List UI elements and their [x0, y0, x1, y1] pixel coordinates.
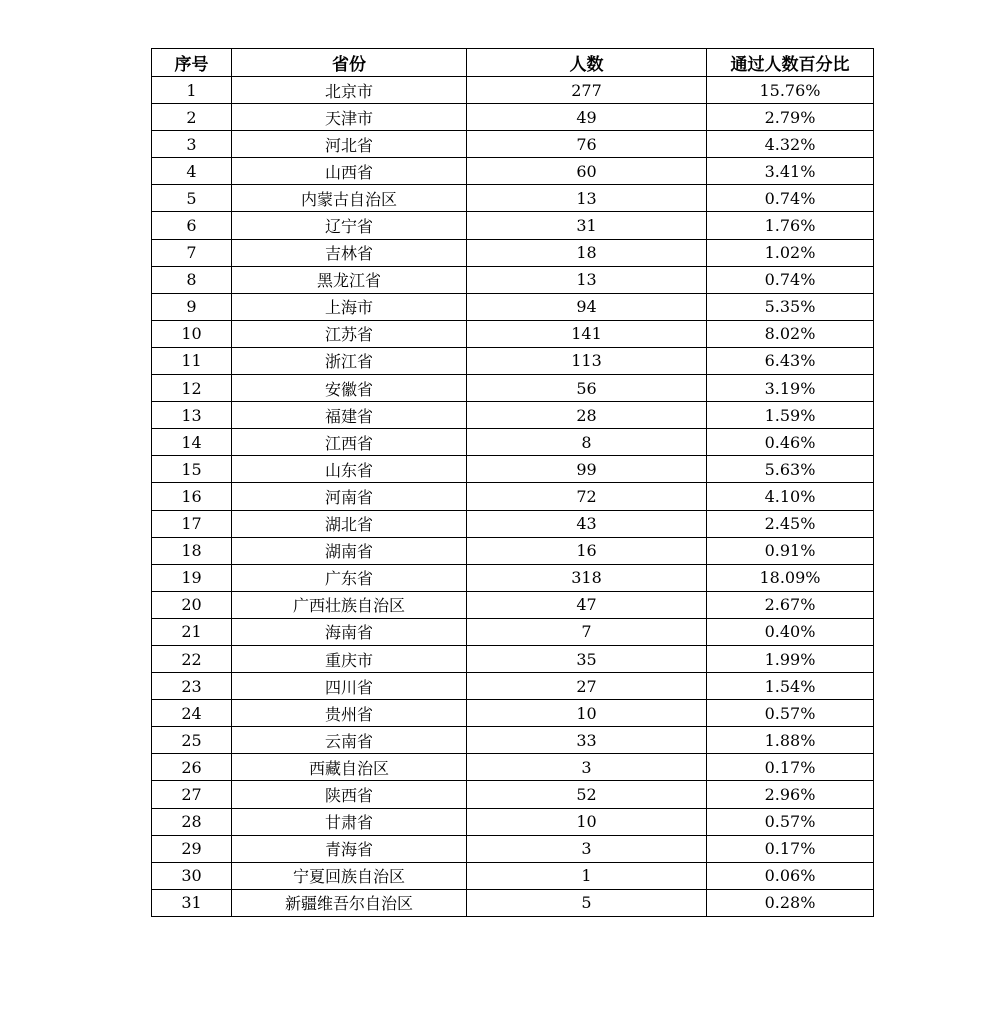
cell-index: 25 [152, 727, 232, 754]
cell-count: 141 [467, 320, 707, 347]
cell-percent: 0.74% [707, 266, 874, 293]
cell-percent: 0.46% [707, 429, 874, 456]
cell-index: 24 [152, 700, 232, 727]
cell-province: 河北省 [232, 131, 467, 158]
cell-index: 2 [152, 104, 232, 131]
cell-index: 31 [152, 889, 232, 916]
cell-index: 3 [152, 131, 232, 158]
cell-percent: 0.17% [707, 835, 874, 862]
cell-percent: 15.76% [707, 77, 874, 104]
cell-province: 江西省 [232, 429, 467, 456]
province-table [151, 48, 874, 917]
cell-index: 14 [152, 429, 232, 456]
cell-index: 30 [152, 862, 232, 889]
cell-index: 8 [152, 266, 232, 293]
cell-count: 7 [467, 618, 707, 645]
cell-index: 9 [152, 293, 232, 320]
cell-province: 黑龙江省 [232, 266, 467, 293]
cell-province: 辽宁省 [232, 212, 467, 239]
cell-index: 18 [152, 537, 232, 564]
cell-count: 47 [467, 591, 707, 618]
cell-province: 青海省 [232, 835, 467, 862]
cell-province: 陕西省 [232, 781, 467, 808]
cell-index: 27 [152, 781, 232, 808]
cell-index: 6 [152, 212, 232, 239]
header-count: 人数 [467, 49, 707, 77]
cell-province: 贵州省 [232, 700, 467, 727]
cell-index: 22 [152, 645, 232, 672]
cell-province: 甘肃省 [232, 808, 467, 835]
cell-percent: 3.41% [707, 158, 874, 185]
table-row [152, 212, 874, 239]
cell-province: 河南省 [232, 483, 467, 510]
table-row [152, 158, 874, 185]
table-row [152, 293, 874, 320]
cell-count: 18 [467, 239, 707, 266]
cell-count: 13 [467, 266, 707, 293]
cell-count: 49 [467, 104, 707, 131]
cell-index: 17 [152, 510, 232, 537]
cell-province: 江苏省 [232, 320, 467, 347]
cell-index: 11 [152, 347, 232, 374]
cell-index: 12 [152, 375, 232, 402]
cell-percent: 1.59% [707, 402, 874, 429]
table-row [152, 456, 874, 483]
table-row [152, 835, 874, 862]
cell-index: 7 [152, 239, 232, 266]
cell-count: 8 [467, 429, 707, 456]
cell-count: 10 [467, 808, 707, 835]
cell-percent: 3.19% [707, 375, 874, 402]
table-row [152, 808, 874, 835]
cell-percent: 2.79% [707, 104, 874, 131]
header-index: 序号 [152, 49, 232, 77]
cell-count: 27 [467, 673, 707, 700]
table-body [152, 77, 874, 917]
cell-province: 天津市 [232, 104, 467, 131]
cell-index: 29 [152, 835, 232, 862]
table-row [152, 104, 874, 131]
cell-percent: 4.32% [707, 131, 874, 158]
cell-index: 20 [152, 591, 232, 618]
cell-percent: 1.54% [707, 673, 874, 700]
cell-percent: 2.45% [707, 510, 874, 537]
cell-index: 15 [152, 456, 232, 483]
table-row [152, 402, 874, 429]
cell-province: 新疆维吾尔自治区 [232, 889, 467, 916]
cell-count: 99 [467, 456, 707, 483]
cell-province: 海南省 [232, 618, 467, 645]
table-row [152, 673, 874, 700]
cell-percent: 0.40% [707, 618, 874, 645]
cell-percent: 0.57% [707, 700, 874, 727]
cell-province: 内蒙古自治区 [232, 185, 467, 212]
header-pass-percentage: 通过人数百分比 [707, 49, 874, 77]
cell-province: 北京市 [232, 77, 467, 104]
cell-province: 湖南省 [232, 537, 467, 564]
table-row [152, 320, 874, 347]
cell-percent: 1.76% [707, 212, 874, 239]
cell-count: 60 [467, 158, 707, 185]
table-row [152, 131, 874, 158]
table-row [152, 889, 874, 916]
cell-percent: 6.43% [707, 347, 874, 374]
cell-province: 福建省 [232, 402, 467, 429]
cell-count: 318 [467, 564, 707, 591]
cell-index: 23 [152, 673, 232, 700]
cell-percent: 0.17% [707, 754, 874, 781]
table-row [152, 483, 874, 510]
cell-percent: 0.06% [707, 862, 874, 889]
cell-percent: 4.10% [707, 483, 874, 510]
cell-province: 吉林省 [232, 239, 467, 266]
table-row [152, 618, 874, 645]
cell-count: 277 [467, 77, 707, 104]
cell-province: 广西壮族自治区 [232, 591, 467, 618]
cell-percent: 0.74% [707, 185, 874, 212]
cell-percent: 0.28% [707, 889, 874, 916]
cell-count: 31 [467, 212, 707, 239]
cell-count: 113 [467, 347, 707, 374]
cell-index: 26 [152, 754, 232, 781]
cell-count: 3 [467, 754, 707, 781]
cell-percent: 8.02% [707, 320, 874, 347]
table-row [152, 781, 874, 808]
cell-index: 13 [152, 402, 232, 429]
table-row [152, 645, 874, 672]
cell-province: 宁夏回族自治区 [232, 862, 467, 889]
cell-percent: 2.96% [707, 781, 874, 808]
cell-count: 52 [467, 781, 707, 808]
table-row [152, 429, 874, 456]
cell-percent: 0.57% [707, 808, 874, 835]
table-row [152, 537, 874, 564]
cell-count: 76 [467, 131, 707, 158]
table-row [152, 700, 874, 727]
cell-count: 10 [467, 700, 707, 727]
cell-percent: 1.02% [707, 239, 874, 266]
cell-percent: 5.35% [707, 293, 874, 320]
cell-count: 13 [467, 185, 707, 212]
cell-index: 16 [152, 483, 232, 510]
cell-count: 3 [467, 835, 707, 862]
table-row [152, 239, 874, 266]
table-row [152, 510, 874, 537]
cell-province: 湖北省 [232, 510, 467, 537]
table-row [152, 375, 874, 402]
table-row [152, 591, 874, 618]
cell-count: 5 [467, 889, 707, 916]
cell-province: 上海市 [232, 293, 467, 320]
table-row [152, 347, 874, 374]
cell-province: 浙江省 [232, 347, 467, 374]
cell-province: 四川省 [232, 673, 467, 700]
cell-percent: 0.91% [707, 537, 874, 564]
cell-index: 28 [152, 808, 232, 835]
cell-percent: 2.67% [707, 591, 874, 618]
cell-index: 5 [152, 185, 232, 212]
cell-province: 广东省 [232, 564, 467, 591]
table-row [152, 564, 874, 591]
cell-count: 43 [467, 510, 707, 537]
header-province: 省份 [232, 49, 467, 77]
cell-percent: 1.99% [707, 645, 874, 672]
table-row [152, 862, 874, 889]
cell-province: 重庆市 [232, 645, 467, 672]
cell-count: 33 [467, 727, 707, 754]
cell-count: 72 [467, 483, 707, 510]
cell-province: 云南省 [232, 727, 467, 754]
cell-province: 山西省 [232, 158, 467, 185]
cell-count: 1 [467, 862, 707, 889]
cell-province: 西藏自治区 [232, 754, 467, 781]
cell-province: 安徽省 [232, 375, 467, 402]
cell-count: 16 [467, 537, 707, 564]
cell-index: 21 [152, 618, 232, 645]
cell-percent: 1.88% [707, 727, 874, 754]
table-row [152, 266, 874, 293]
cell-index: 1 [152, 77, 232, 104]
cell-index: 4 [152, 158, 232, 185]
table-row [152, 77, 874, 104]
cell-percent: 5.63% [707, 456, 874, 483]
table-row [152, 727, 874, 754]
table-header-row [152, 49, 874, 77]
cell-percent: 18.09% [707, 564, 874, 591]
cell-index: 10 [152, 320, 232, 347]
cell-province: 山东省 [232, 456, 467, 483]
cell-count: 56 [467, 375, 707, 402]
cell-index: 19 [152, 564, 232, 591]
cell-count: 28 [467, 402, 707, 429]
cell-count: 35 [467, 645, 707, 672]
cell-count: 94 [467, 293, 707, 320]
table-row [152, 185, 874, 212]
table-row [152, 754, 874, 781]
